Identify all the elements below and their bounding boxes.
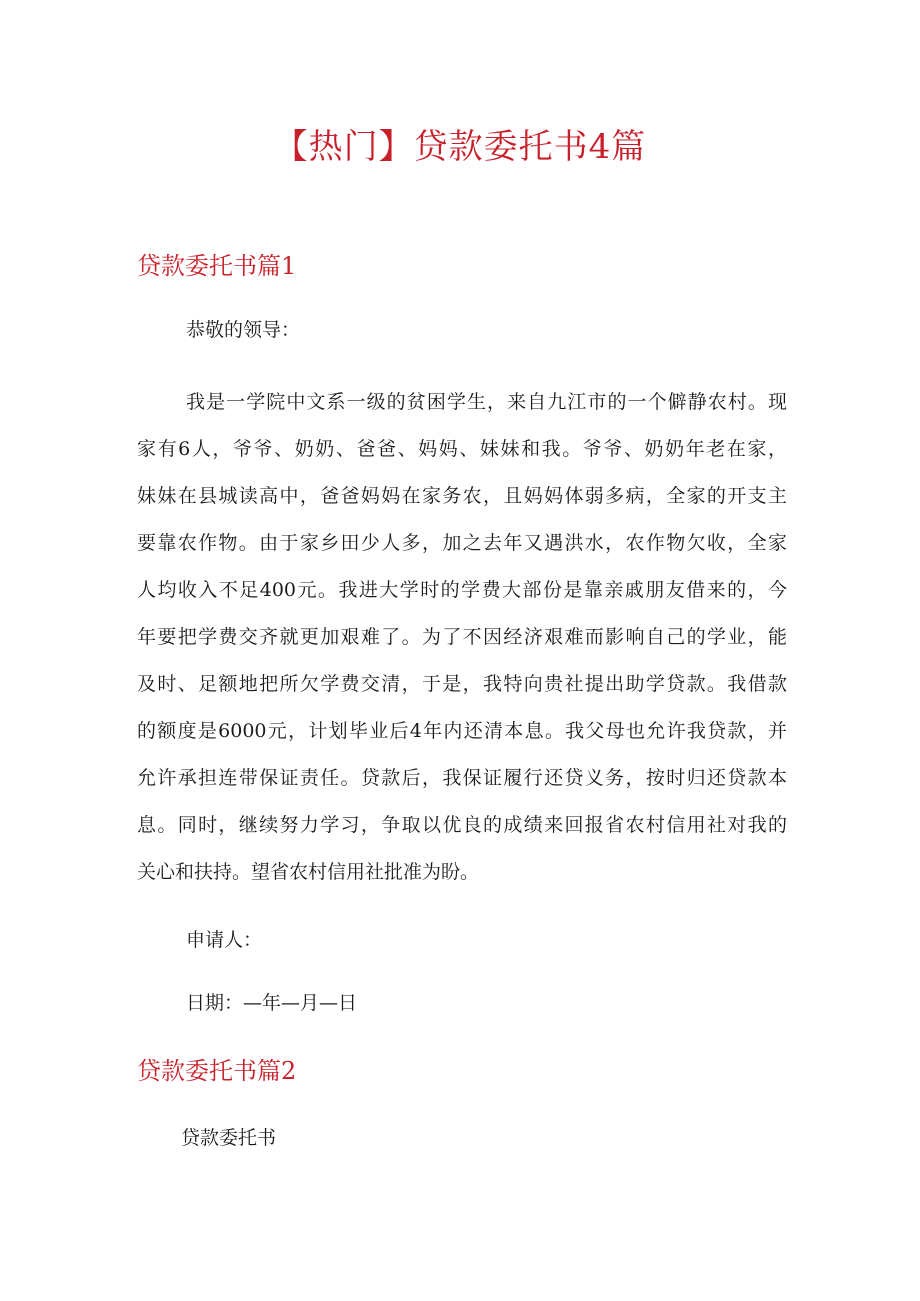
- section-2-first-line: 贷款委托书: [181, 1127, 277, 1149]
- document-title: 【热门】贷款委托书4篇: [273, 127, 647, 167]
- body-line: 人均收入不足400元。我进大学时的学费大部份是靠亲戚朋友借来的，今: [137, 579, 787, 601]
- body-line: 妹妹在县城读高中，爸爸妈妈在家务农，且妈妈体弱多病，全家的开支主: [137, 485, 787, 507]
- letter-body: [137, 379, 787, 896]
- body-line: 年要把学费交齐就更加艰难了。为了不因经济艰难而影响自己的学业，能: [137, 626, 787, 648]
- body-line: 的额度是6000元，计划毕业后4年内还清本息。我父母也允许我贷款，并: [137, 720, 787, 742]
- salutation: 恭敬的领导：: [186, 319, 301, 341]
- body-line: 及时、足额地把所欠学费交清，于是，我特向贵社提出助学贷款。我借款: [137, 673, 787, 695]
- body-line: 关心和扶持。望省农村信用社批准为盼。: [137, 861, 480, 883]
- date-line: 日期：—年—月—日: [186, 992, 358, 1014]
- section-heading-2: 贷款委托书篇2: [137, 1057, 297, 1085]
- body-line: 息。同时，继续努力学习，争取以优良的成绩来回报省农村信用社对我的: [137, 814, 787, 836]
- body-line: 我是一学院中文系一级的贫困学生，来自九江市的一个僻静农村。现: [186, 391, 787, 413]
- body-line: 家有6人，爷爷、奶奶、爸爸、妈妈、妹妹和我。爷爷、奶奶年老在家，: [137, 438, 787, 460]
- section-heading-1: 贷款委托书篇1: [137, 252, 297, 280]
- applicant-line: 申请人：: [186, 929, 263, 951]
- body-line: 允许承担连带保证责任。贷款后，我保证履行还贷义务，按时归还贷款本: [137, 767, 787, 789]
- body-line: 要靠农作物。由于家乡田少人多，加之去年又遇洪水，农作物欠收，全家: [137, 532, 787, 554]
